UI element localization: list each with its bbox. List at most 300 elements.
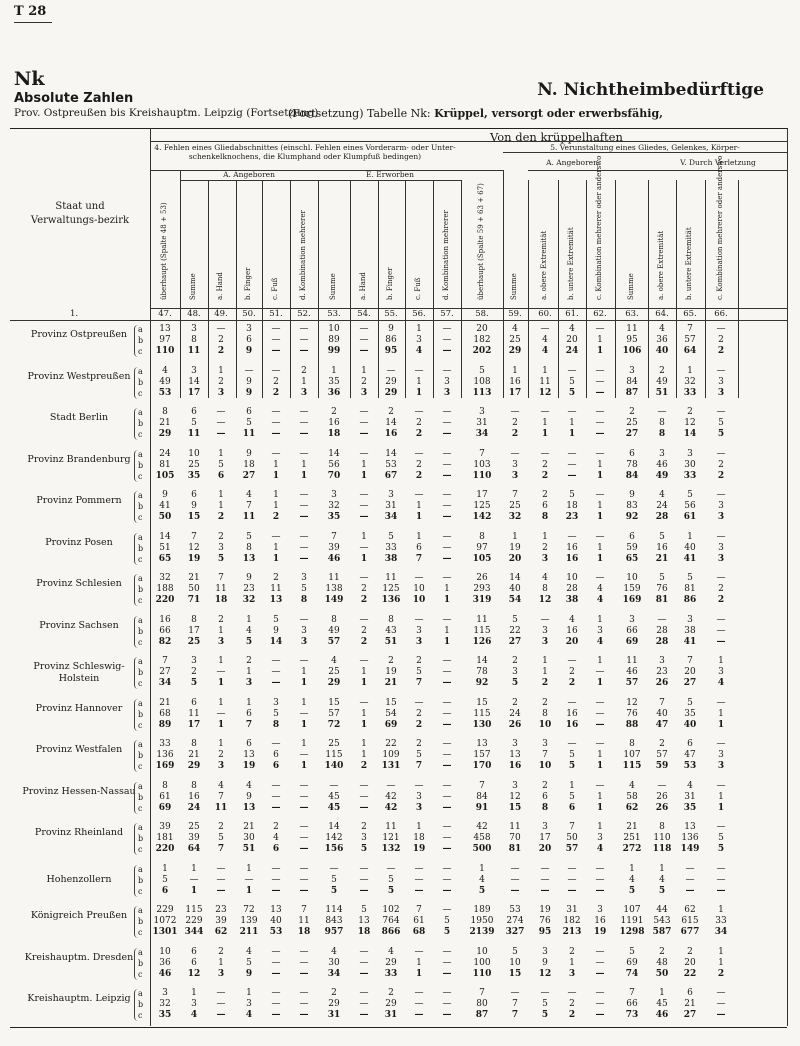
table-cell: 2	[273, 376, 279, 387]
table-cell: 5	[568, 387, 576, 398]
table-cell: 16	[509, 376, 521, 387]
table-cell: 23	[215, 905, 227, 915]
table-cell: 3	[217, 387, 225, 398]
table-cell: —	[595, 999, 605, 1009]
table-cell: 138	[325, 584, 343, 594]
table-cell: 20	[565, 636, 579, 647]
table-cell: —	[271, 531, 281, 542]
table-cell: 21	[159, 697, 171, 708]
table-cell: 1	[361, 739, 367, 749]
table-cell: 2	[272, 512, 280, 522]
table-cell: 53	[269, 927, 283, 937]
table-cell: 14	[328, 822, 340, 832]
table-cell: 14	[683, 429, 697, 439]
table-cell: —	[359, 1010, 369, 1020]
table-cell: 8	[191, 739, 197, 749]
table-cell: 1	[190, 885, 198, 896]
table-cell: 39	[188, 833, 200, 843]
table-cell: 4	[415, 346, 423, 356]
table-cell: —	[359, 697, 369, 708]
table-cell: —	[442, 553, 452, 564]
region-name: Provinz Hannover	[35, 702, 123, 714]
table-cell: 4	[541, 346, 549, 356]
table-cell: 2	[512, 418, 518, 428]
table-cell: 115	[185, 905, 203, 915]
table-cell: —	[299, 542, 309, 553]
region-name: Provinz Brandenburg	[27, 453, 131, 465]
table-cell: 2	[629, 407, 635, 417]
table-cell: 3	[512, 667, 518, 677]
table-cell: 2	[361, 584, 367, 594]
table-cell: 1	[542, 531, 548, 542]
table-cell: 34	[714, 927, 728, 937]
table-cell: 13	[242, 802, 256, 813]
table-cell: 1	[246, 614, 252, 625]
table-cell: —	[716, 448, 726, 459]
table-cell: 40	[270, 916, 282, 926]
row-letter: a	[138, 449, 143, 459]
column-number: 58.	[475, 309, 489, 319]
table-cell: 42	[384, 802, 398, 813]
table-cell: 2	[360, 595, 368, 605]
table-cell: —	[299, 957, 309, 968]
table-cell: 4	[629, 780, 635, 791]
table-cell: —	[386, 780, 396, 791]
table-cell: 21	[655, 553, 669, 564]
table-cell: —	[414, 863, 424, 874]
table-cell: 26	[655, 802, 669, 813]
table-cell: —	[414, 885, 424, 896]
table-cell: —	[299, 999, 309, 1009]
table-cell: 11	[242, 429, 256, 439]
table-cell: 1	[542, 667, 548, 677]
table-cell: 16	[656, 542, 668, 553]
table-cell: 1	[191, 863, 197, 874]
table-cell: 142	[325, 833, 343, 843]
table-cell: —	[271, 863, 281, 874]
table-cell: 64	[187, 844, 201, 854]
table-cell: —	[442, 542, 452, 553]
column-number: 62.	[593, 309, 607, 319]
table-cell: 97	[476, 542, 488, 553]
table-cell: —	[567, 470, 577, 481]
table-cell: 1	[569, 780, 575, 791]
column-header: d. Kombination mehrerer	[442, 210, 450, 300]
table-cell: 62	[625, 802, 639, 813]
row-letter: b	[138, 377, 144, 387]
table-cell: 17	[187, 719, 201, 730]
table-cell: 3	[718, 750, 724, 760]
table-cell: 1	[218, 501, 224, 511]
table-cell: 5	[162, 874, 168, 885]
row-letter: a	[138, 574, 143, 583]
table-cell: 1	[360, 719, 368, 730]
table-cell: 1	[301, 739, 307, 749]
table-cell: 86	[385, 335, 397, 345]
table-cell: —	[540, 614, 550, 625]
table-cell: 7	[687, 656, 693, 666]
table-cell: —	[595, 531, 605, 542]
table-cell: —	[442, 988, 452, 998]
table-cell: 19	[509, 542, 521, 553]
table-cell: —	[359, 957, 369, 968]
table-cell: 51	[159, 542, 171, 553]
table-cell: 3	[687, 448, 693, 459]
table-cell: —	[716, 780, 726, 791]
table-cell: 7	[415, 761, 423, 771]
table-cell: —	[414, 1010, 424, 1020]
table-cell: 53	[509, 905, 521, 915]
row-letter: a	[138, 823, 143, 832]
table-cell: —	[567, 459, 577, 470]
table-cell: 7	[245, 719, 253, 730]
table-cell: 6	[191, 490, 197, 500]
table-cell: 8	[542, 708, 548, 719]
table-cell: 16	[565, 553, 579, 564]
table-cell: 7	[687, 324, 693, 334]
table-cell: 5	[542, 999, 548, 1009]
row-letter: a	[138, 532, 143, 542]
table-cell: 33	[384, 968, 398, 979]
table-cell: —	[657, 407, 667, 417]
table-cell: 182	[563, 916, 581, 926]
table-cell: 4	[659, 874, 665, 885]
table-cell: 5	[717, 429, 725, 439]
column-header: d. Kombination mehrerer	[299, 210, 307, 300]
table-cell: —	[414, 614, 424, 625]
table-cell: 32	[159, 999, 171, 1009]
table-cell: —	[442, 429, 452, 439]
table-cell: 15	[328, 697, 340, 708]
table-cell: 20	[684, 957, 696, 968]
table-cell: —	[299, 833, 309, 843]
table-cell: 8	[658, 429, 666, 439]
table-cell: —	[386, 365, 396, 376]
table-cell: 1	[659, 863, 665, 874]
column-header: a. obere Extremität	[657, 230, 665, 300]
table-cell: —	[271, 1010, 281, 1020]
row-letter: c	[138, 762, 143, 771]
table-cell: 16	[565, 719, 579, 730]
table-cell: 46	[656, 459, 668, 470]
header-rule	[528, 170, 787, 171]
table-cell: —	[271, 946, 281, 957]
table-cell: —	[414, 490, 424, 500]
table-cell: 12	[538, 595, 552, 605]
table-cell: 8	[162, 780, 168, 791]
table-cell: 7	[479, 988, 485, 998]
table-cell: —	[442, 573, 452, 583]
table-cell: 11	[188, 708, 200, 719]
row-letter: b	[138, 958, 144, 968]
table-cell: —	[299, 874, 309, 885]
header-rule	[180, 180, 461, 181]
region-name: Königreich Preußen	[30, 910, 128, 921]
table-cell: 4	[246, 625, 252, 636]
table-cell: 1	[331, 365, 337, 376]
table-cell: 49	[159, 376, 171, 387]
table-cell: 5	[512, 614, 518, 625]
column-rule	[503, 170, 504, 398]
table-cell: 21	[188, 573, 200, 583]
table-cell: 3	[687, 614, 693, 625]
row-letter: c	[138, 679, 143, 688]
table-cell: 9	[629, 490, 635, 500]
table-cell: —	[216, 1010, 226, 1020]
row-letter: a	[138, 989, 143, 998]
table-cell: —	[299, 780, 309, 791]
table-cell: 1	[597, 501, 603, 511]
table-cell: 4	[479, 874, 485, 885]
table-cell: 18	[214, 595, 228, 605]
table-cell: 1191	[620, 916, 644, 926]
table-cell: 29	[385, 957, 397, 968]
column-number: 57.	[440, 309, 454, 319]
table-cell: 12	[538, 387, 552, 398]
table-cell: —	[271, 407, 281, 417]
table-cell: 12	[188, 542, 200, 553]
table-cell: —	[359, 501, 369, 511]
column-number: 63.	[625, 309, 639, 319]
row-letter: b	[138, 668, 144, 677]
table-cell: 25	[509, 335, 521, 345]
table-cell: —	[567, 407, 577, 417]
table-cell: 45	[656, 999, 668, 1009]
table-cell: —	[540, 324, 550, 334]
table-cell: 2	[511, 429, 519, 439]
table-cell: —	[442, 968, 452, 979]
table-cell: —	[595, 874, 605, 885]
table-cell: 78	[626, 459, 638, 470]
table-cell: 126	[472, 636, 492, 647]
table-cell: 6	[687, 988, 693, 998]
table-cell: 70	[327, 470, 341, 481]
table-cell: 3	[388, 490, 394, 500]
table-cell: 5	[388, 531, 394, 542]
table-cell: —	[299, 1010, 309, 1020]
row-letter: c	[138, 388, 143, 398]
table-cell: 25	[188, 822, 200, 832]
table-cell: —	[244, 874, 254, 885]
table-cell: 5	[443, 927, 451, 937]
table-cell: 23	[565, 512, 579, 522]
table-cell: 140	[324, 761, 344, 771]
table-cell: 31	[327, 1010, 341, 1020]
table-code: Nk	[14, 68, 45, 90]
table-cell: 11	[270, 584, 282, 594]
table-cell: 2	[218, 614, 224, 625]
table-cell: 29	[385, 376, 397, 387]
table-cell: 69	[626, 957, 638, 968]
table-cell: —	[442, 761, 452, 771]
table-cell: 1	[597, 542, 603, 553]
table-cell: 4	[659, 490, 665, 500]
table-cell: —	[595, 780, 605, 791]
table-cell: —	[442, 791, 452, 802]
table-cell: 3	[541, 636, 549, 647]
table-cell: 5	[217, 553, 225, 564]
table-cell: 1	[218, 957, 224, 968]
table-cell: 72	[243, 905, 255, 915]
table-cell: 5	[444, 916, 450, 926]
table-cell: 139	[240, 916, 258, 926]
table-cell: —	[359, 542, 369, 553]
table-cell: —	[716, 697, 726, 708]
table-cell: 220	[155, 844, 175, 854]
table-cell: 68	[412, 927, 426, 937]
table-cell: —	[595, 957, 605, 968]
table-cell: —	[359, 429, 369, 439]
table-cell: 29	[158, 429, 172, 439]
table-cell: 27	[159, 667, 171, 677]
table-cell: 82	[158, 636, 172, 647]
table-cell: 4	[331, 656, 337, 666]
table-cell: 26	[508, 719, 522, 730]
table-cell: 42	[385, 791, 397, 802]
table-cell: —	[442, 667, 452, 677]
table-cell: 2	[217, 346, 225, 356]
table-cell: 31	[684, 791, 696, 802]
row-letter: b	[138, 543, 144, 553]
table-cell: —	[510, 407, 520, 417]
table-cell: 5	[331, 874, 337, 885]
table-cell: 11	[385, 573, 397, 583]
table-cell: 9	[245, 968, 253, 979]
table-cell: 3	[191, 324, 197, 334]
table-cell: 169	[622, 595, 642, 605]
table-cell: 11	[242, 512, 256, 522]
row-letter: c	[138, 803, 143, 813]
table-cell: 32	[328, 501, 340, 511]
table-cell: 4	[717, 678, 725, 688]
table-cell: 2	[388, 656, 394, 666]
table-cell: 319	[472, 595, 492, 605]
table-cell: 15	[187, 512, 201, 522]
table-cell: —	[442, 614, 452, 625]
table-cell: —	[716, 531, 726, 542]
table-cell: —	[271, 802, 281, 813]
table-cell: 1	[596, 761, 604, 771]
table-cell: 87	[625, 387, 639, 398]
table-cell: 2	[569, 946, 575, 957]
table-cell: 10	[538, 761, 552, 771]
table-cell: —	[716, 999, 726, 1009]
table-cell: 39	[215, 916, 227, 926]
table-cell: 1	[360, 678, 368, 688]
table-cell: 1	[360, 470, 368, 481]
table-cell: —	[442, 844, 452, 854]
table-cell: 13	[243, 750, 255, 760]
table-cell: 83	[626, 501, 638, 511]
table-cell: 27	[242, 470, 256, 481]
table-cell: 25	[187, 636, 201, 647]
table-cell: —	[442, 697, 452, 708]
table-cell: 40	[655, 346, 669, 356]
table-cell: 84	[476, 791, 488, 802]
table-cell: —	[299, 346, 309, 356]
table-cell: —	[442, 335, 452, 345]
table-cell: 5	[416, 750, 422, 760]
table-cell: 4	[659, 324, 665, 334]
table-cell: 58	[626, 791, 638, 802]
region-name: Provinz Hessen-Nassau	[22, 785, 136, 797]
table-cell: 3	[568, 968, 576, 979]
table-cell: —	[216, 874, 226, 885]
table-cell: —	[414, 874, 424, 885]
table-cell: 40	[684, 542, 696, 553]
table-cell: 1	[361, 365, 367, 376]
table-cell: 2	[388, 407, 394, 417]
row-letter: c	[138, 596, 143, 605]
table-cell: —	[359, 988, 369, 998]
table-cell: 2	[416, 739, 422, 749]
table-cell: 38	[684, 625, 696, 636]
table-cell: 3	[717, 553, 725, 564]
table-cell: 121	[382, 833, 400, 843]
column-header: b. untere Extremität	[567, 227, 575, 300]
table-cell: 29	[187, 761, 201, 771]
table-cell: —	[595, 739, 605, 749]
table-cell: 4	[596, 844, 604, 854]
table-cell: 8	[659, 822, 665, 832]
table-cell: 11	[626, 324, 638, 334]
table-cell: 4	[162, 365, 168, 376]
table-cell: 14	[269, 636, 283, 647]
table-cell: 2	[360, 636, 368, 647]
table-cell: 1	[218, 365, 224, 376]
table-cell: 89	[328, 335, 340, 345]
column-number: 60.	[538, 309, 552, 319]
table-cell: 95	[384, 346, 398, 356]
table-cell: —	[299, 988, 309, 998]
table-cell: 49	[328, 625, 340, 636]
table-cell: 61	[159, 791, 171, 802]
table-cell: 27	[625, 429, 639, 439]
table-cell: 1	[444, 625, 450, 636]
subheader-E-erworben: E. Erworben	[366, 170, 414, 179]
table-cell: 100	[473, 957, 491, 968]
table-cell: 1	[542, 365, 548, 376]
row-letter: b	[138, 460, 144, 470]
table-cell: 1	[596, 346, 604, 356]
table-cell: 4	[331, 946, 337, 957]
region-name: Provinz Schleswig-Holstein	[33, 661, 125, 684]
table-cell: 29	[385, 999, 397, 1009]
table-cell: 3	[444, 376, 450, 387]
table-cell: 1	[444, 584, 450, 594]
table-cell: 40	[683, 719, 697, 730]
row-letter: b	[138, 502, 144, 511]
table-cell: 107	[623, 905, 641, 915]
table-cell: 65	[158, 553, 172, 564]
table-cell: 1	[273, 490, 279, 500]
table-cell: 181	[156, 833, 174, 843]
table-cell: —	[595, 418, 605, 428]
table-cell: 10	[566, 573, 578, 583]
table-cell: 2	[542, 490, 548, 500]
table-cell: 53	[158, 387, 172, 398]
table-cell: —	[595, 324, 605, 334]
table-cell: —	[216, 324, 226, 334]
table-cell: 6	[246, 335, 252, 345]
table-cell: 3	[415, 636, 423, 647]
table-cell: 10	[538, 719, 552, 730]
row-letter: a	[138, 491, 143, 500]
table-cell: 2	[331, 407, 337, 417]
table-cell: 107	[623, 750, 641, 760]
table-cell: —	[359, 946, 369, 957]
section-title: N. Nichtheimbedürftige	[537, 80, 764, 100]
